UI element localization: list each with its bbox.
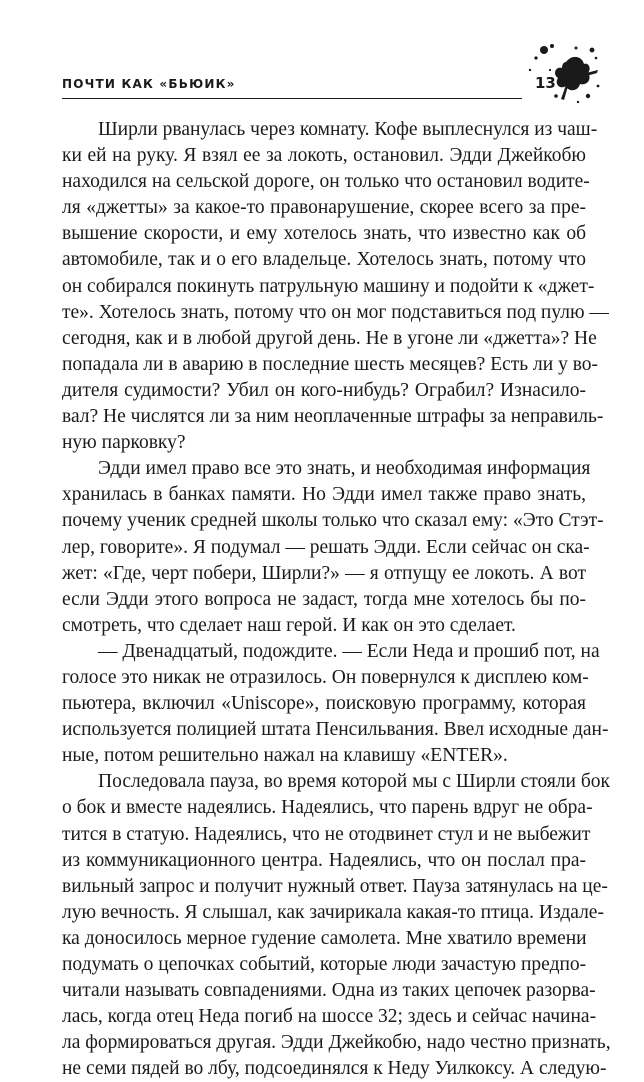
text-line: сегодня, как и в любой другой день. Не в угоне ли «джетта»? Не <box>62 327 597 349</box>
text-line: автомобиле, так и о его владельце. Хотелось знать, потому что <box>62 249 586 271</box>
text-line: ка доносилось мерное гудение самолета. Мне хватило времени <box>62 927 587 949</box>
text-line: пьютера, включил «Uniscope», поисковую программу, которая <box>62 693 586 715</box>
text-line: ля «джетты» за какое-то правонарушение, скорее всего за пре- <box>62 197 586 219</box>
text-line: ки ей на руку. Я взял ее за локоть, остановил. Эдди Джейкобю <box>62 145 586 167</box>
text-line: он собирался покинуть патрульную машину и подойти к «джет- <box>62 275 595 297</box>
text-line: голосе это никак не отразилось. Он повернулся к дисплею ком- <box>62 666 589 688</box>
text-line: не семи пядей во лбу, подсоединялся к Неду Уилкоксу. А следую- <box>62 1058 607 1080</box>
text-line: используется полицией штата Пенсильвания. Ввел исходные дан- <box>62 719 609 741</box>
text-line: тится в статую. Надеялись, что не отодвинет стул и не выбежит <box>62 823 591 845</box>
text-line: те». Хотелось знать, потому что он мог подставиться под пулю — <box>62 301 609 323</box>
page-number: 13 <box>535 74 556 92</box>
text-line: лась, когда отец Неда погиб на шоссе 32; здесь и сейчас начина- <box>62 1006 597 1028</box>
text-line: читали называть совпадениями. Одна из таких цепочек разорва- <box>62 980 596 1002</box>
text-line: находился на сельской дороге, он только что остановил водите- <box>62 171 590 193</box>
text-line: из коммуникационного центра. Надеялись, что он послал пра- <box>62 849 586 871</box>
text-line: лую вечность. Я слышал, как зачирикала какая-то птица. Издале- <box>62 901 604 923</box>
text-line: вильный запрос и получит нужный ответ. Пауза затянулась на це- <box>62 875 608 897</box>
text-line: жет: «Где, черт побери, Ширли?» — я отпущу ее локоть. А вот <box>62 562 586 584</box>
running-header-title: ПОЧТИ КАК «БЬЮИК» <box>62 77 236 91</box>
text-line: хранилась в банках памяти. Но Эдди имел также право знать, <box>62 484 586 506</box>
text-line: Последовала пауза, во время которой мы с Ширли стояли бок <box>98 771 611 793</box>
text-line: вышение скорости, и ему хотелось знать, что известно как об <box>62 223 586 245</box>
body-text <box>62 117 611 1082</box>
text-line: подумать о цепочках событий, которые люди зачастую предпо- <box>62 954 587 975</box>
text-line: лер, говорите». Я подумал — решать Эдди. Если сейчас он ска- <box>62 536 590 558</box>
text-line: дителя судимости? Убил он кого-нибудь? Ограбил? Изнасило- <box>62 379 586 401</box>
text-line: если Эдди этого вопроса не задаст, тогда мне хотелось бы по- <box>62 588 586 610</box>
text-line: вал? Не числятся ли за ним неоплаченные штрафы за неправиль- <box>62 406 604 428</box>
text-line: Эдди имел право все это знать, и необходимая информация <box>98 458 591 480</box>
text-line: ные, потом решительно нажал на клавишу «ENTER». <box>62 745 508 767</box>
text-line: ла формироваться другая. Эдди Джейкобю, надо честно признать, <box>62 1032 611 1054</box>
text-line: попадала ли в аварию в последние шесть месяцев? Есть ли у во- <box>62 353 599 375</box>
text-line: смотреть, что сделает наш герой. И как он это сделает. <box>62 614 516 636</box>
ink-splatter-decoration <box>522 40 602 106</box>
header-rule <box>62 98 522 99</box>
text-line: почему ученик средней школы только что сказал ему: «Это Стэт- <box>62 510 604 532</box>
text-line: Ширли рванулась через комнату. Кофе выплеснулся из чаш- <box>98 119 598 140</box>
text-line: ную парковку? <box>62 432 186 454</box>
text-line: — Двенадцатый, подождите. — Если Неда и прошиб пот, на <box>98 640 600 662</box>
text-line: о бок и вместе надеялись. Надеялись, что парень вдруг не обра- <box>62 797 593 819</box>
